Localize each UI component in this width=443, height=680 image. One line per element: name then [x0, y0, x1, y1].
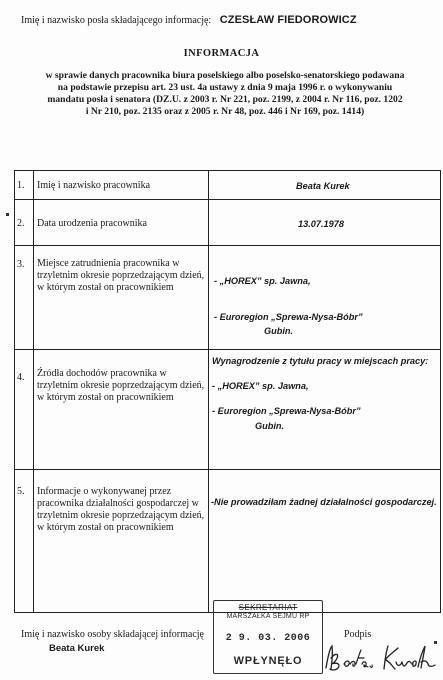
stamp-institution: MARSZAŁKA SEJMU RP [226, 613, 310, 620]
scan-mark [6, 213, 9, 216]
row-number: 3. [17, 259, 25, 270]
signature-label: Podpis [344, 629, 372, 640]
table-border-left [14, 170, 15, 612]
row-value: - „HOREX” sp. Jawna, [212, 381, 309, 391]
row-label: Miejsce zatrudnienia pracownika w trzyletnim okresie poprzedzającym dzień, w którym został on pracownikiem [37, 258, 205, 293]
row-value: -Nie prowadziłam żadnej działalności gospodarczej. [211, 497, 437, 507]
submitter-name: CZESŁAW FIEDOROWICZ [219, 14, 357, 26]
document-subtitle [14, 70, 436, 118]
table-divider-number [33, 170, 34, 612]
row-value: Gubin. [264, 326, 294, 336]
row-value: Wynagrodzenie z tytułu pracy w miejscach pracy: [212, 356, 429, 366]
person-label: Imię i nazwisko osoby składającej informację [21, 629, 204, 640]
subtitle-line: mandatu posła i senatora (DZ.U. z 2003 r. Nr 221, poz. 2199, z 2004 r. Nr 116, poz. 1202 [47, 94, 403, 105]
row-number: 5. [17, 486, 25, 497]
document-title: INFORMACJA [183, 48, 260, 59]
submitter-label: Imię i nazwisko posła składającego informację: [21, 15, 212, 26]
table-row-divider [14, 349, 441, 350]
row-label: Źródła dochodów pracownika w trzyletnim okresie poprzedzającym dzień, w którym został on pracownikiem [37, 368, 205, 403]
received-stamp [213, 600, 323, 674]
table-row-divider [14, 245, 441, 246]
row-value: Beata Kurek [296, 181, 350, 191]
row-value: - Euroregion „Sprewa-Nysa-Bóbr” [212, 406, 361, 416]
row-number: 2. [17, 218, 25, 229]
row-value: 13.07.1978 [298, 219, 344, 229]
row-label: Imię i nazwisko pracownika [37, 180, 151, 191]
handwritten-signature [322, 640, 440, 676]
row-value: Gubin. [255, 421, 285, 431]
stamp-received: WPŁYNĘŁO [233, 655, 303, 667]
row-value: - Euroregion „Sprewa-Nysa-Bóbr” [214, 312, 363, 322]
row-value: - „HOREX” sp. Jawna, [214, 276, 311, 286]
scan-mark [434, 641, 437, 644]
row-number: 1. [17, 180, 25, 191]
subtitle-line: na podstawie przepisu art. 23 ust. 4a ustawy z dnia 9 maja 1996 r. o wykonywaniu [57, 82, 393, 93]
table-row-divider [14, 199, 441, 200]
subtitle-line: i Nr 210, poz. 2135 oraz z 2005 r. Nr 48, poz. 446 i Nr 169, poz. 1414) [85, 106, 365, 117]
table-divider-value [208, 170, 209, 612]
stamp-office: SEKRETARIAT [238, 603, 298, 612]
subtitle-line: w sprawie danych pracownika biura poselskiego albo poselsko-senatorskiego podawana [45, 70, 405, 81]
stamp-date: 2 9. 03. 2006 [225, 633, 311, 644]
row-label: Data urodzenia pracownika [37, 218, 147, 229]
table-row-divider [14, 469, 441, 470]
submitter-line [21, 14, 357, 26]
person-name: Beata Kurek [49, 643, 105, 654]
row-label: Informacje o wykonywanej przez pracownika działalności gospodarczej w trzyletnim okresie poprzedzającym dzień, w którym został on pracownikiem [37, 486, 205, 533]
row-number: 4. [17, 372, 25, 383]
